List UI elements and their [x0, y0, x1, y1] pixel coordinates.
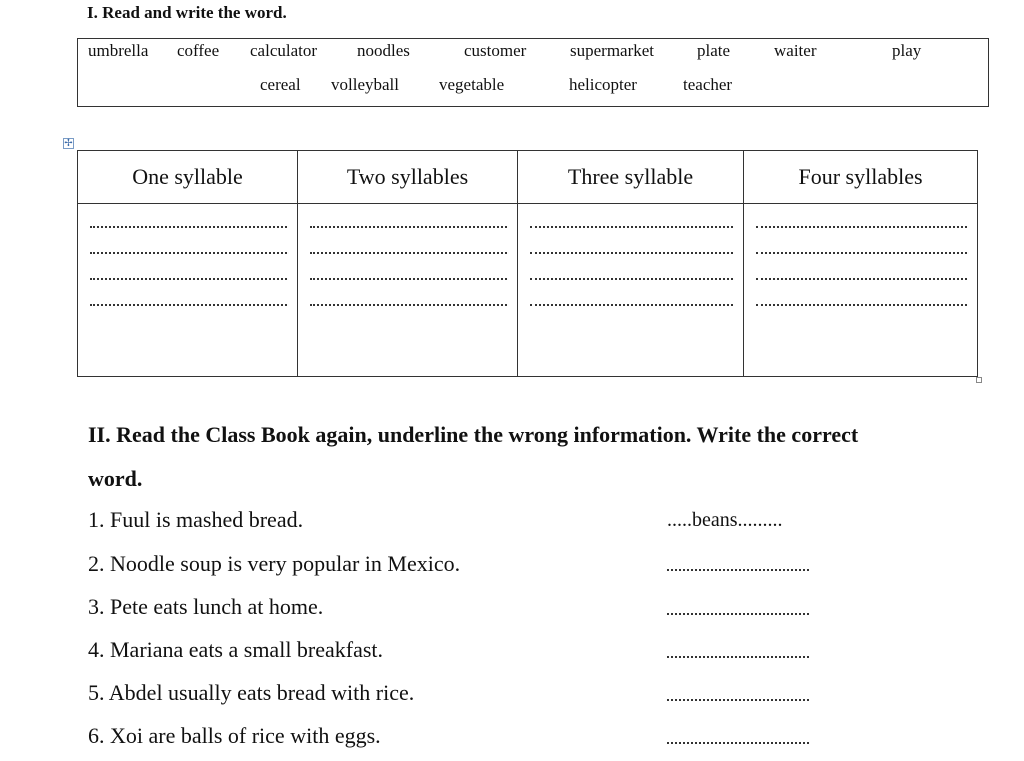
question-3: 3. Pete eats lunch at home. [88, 594, 324, 619]
answer-cell-two-syllables[interactable] [298, 204, 518, 377]
answer-line-5[interactable] [667, 698, 809, 701]
section-2-title-continued: word. [88, 466, 143, 491]
header-three-syllable: Three syllable [518, 151, 744, 204]
word-bank-word: helicopter [569, 75, 637, 94]
table-header-row [78, 151, 978, 204]
header-four-syllables: Four syllables [744, 151, 978, 204]
section-1-title: I. Read and write the word. [87, 3, 287, 22]
answer-line [310, 225, 507, 228]
syllable-table [77, 150, 978, 377]
answer-line [310, 277, 507, 280]
question-6: 6. Xoi are balls of rice with eggs. [88, 723, 381, 748]
answer-line [310, 303, 507, 306]
question-2: 2. Noodle soup is very popular in Mexico. [88, 551, 461, 576]
answer-1[interactable]: .....beans......... [667, 509, 783, 531]
word-bank-word: coffee [177, 41, 220, 60]
answer-line [530, 251, 733, 254]
answer-line [310, 251, 507, 254]
table-resize-handle[interactable] [976, 377, 982, 383]
word-bank-word: supermarket [570, 41, 655, 60]
word-bank-word: calculator [250, 41, 318, 60]
answer-line [756, 277, 967, 280]
question-5: 5. Abdel usually eats bread with rice. [88, 680, 415, 705]
header-two-syllables: Two syllables [298, 151, 518, 204]
answer-line [90, 303, 287, 306]
word-bank-word: customer [464, 41, 527, 60]
header-one-syllable: One syllable [78, 151, 298, 204]
answer-line [530, 277, 733, 280]
answer-line [530, 225, 733, 228]
answer-line [756, 225, 967, 228]
answer-line-6[interactable] [667, 741, 809, 744]
answer-cell-one-syllable[interactable] [78, 204, 298, 377]
word-bank-word: teacher [683, 75, 733, 94]
answer-cell-three-syllable[interactable] [518, 204, 744, 377]
section-2-title: II. Read the Class Book again, underline the wrong information. Write the correct [88, 422, 859, 447]
word-bank-word: umbrella [88, 41, 149, 60]
word-bank-word: vegetable [439, 75, 505, 94]
word-bank-word: plate [697, 41, 731, 60]
answer-line-2[interactable] [667, 568, 809, 571]
table-answer-row [78, 204, 978, 377]
answer-line [756, 303, 967, 306]
answer-line [90, 251, 287, 254]
answer-line [530, 303, 733, 306]
question-1: 1. Fuul is mashed bread. [88, 507, 304, 532]
answer-line [90, 225, 287, 228]
question-4: 4. Mariana eats a small breakfast. [88, 637, 384, 662]
answer-line [90, 277, 287, 280]
word-bank-word: volleyball [331, 75, 399, 94]
word-bank-word: play [892, 41, 922, 60]
answer-line-3[interactable] [667, 612, 809, 615]
answer-line-4[interactable] [667, 655, 809, 658]
word-bank-word: waiter [774, 41, 817, 60]
answer-line [756, 251, 967, 254]
word-bank-word: noodles [357, 41, 410, 60]
word-bank-word: cereal [260, 75, 301, 94]
table-move-handle-icon[interactable]: ✢ [64, 138, 73, 149]
answer-cell-four-syllables[interactable] [744, 204, 978, 377]
word-bank-box [77, 38, 989, 107]
